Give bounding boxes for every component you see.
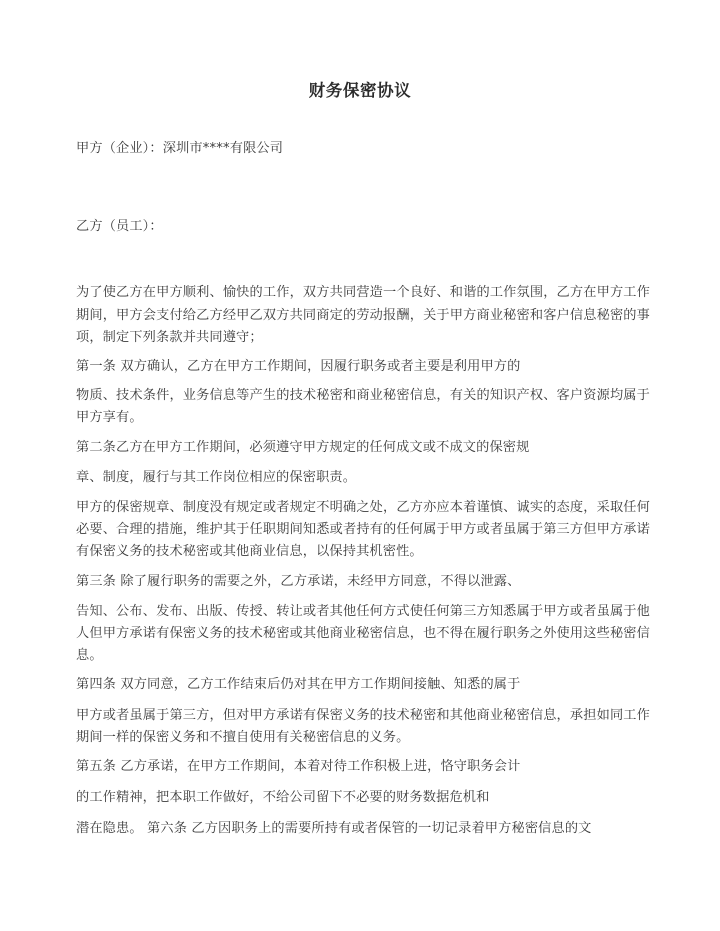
spacer <box>76 809 650 818</box>
clause-5-paragraph: 的工作精神，把本职工作做好，不给公司留下不必要的财务数据危机和 <box>76 790 490 806</box>
clause-2-heading: 第二条乙方在甲方工作期间，必须遵守甲方规定的任何成文或不成文的保密规 <box>76 439 530 455</box>
clause-2-paragraph: 章、制度，履行与其工作岗位相应的保密职责。 <box>76 469 357 485</box>
spacer <box>76 697 650 705</box>
clause-1-paragraph: 物质、技术条件，业务信息等产生的技术秘密和商业秘密信息，有关的知识产权、客户资源均属于甲方享有。 <box>76 388 650 426</box>
clause-4-paragraph: 甲方或者虽属于第三方，但对甲方承诺有保密义务的技术秘密和其他商业秘密信息，承担如同工作期间一样的保密义务和不擅自使用有关秘密信息的义务。 <box>76 707 650 745</box>
clause-3-heading: 第三条 除了履行职务的需要之外，乙方承诺，未经甲方同意，不得以泄露、 <box>76 573 521 589</box>
clause-1-heading: 第一条 双方确认，乙方在甲方工作期间，因履行职务或者主要是利用甲方的 <box>76 359 521 375</box>
spacer <box>76 349 650 356</box>
page-title: 财务保密协议 <box>308 81 412 100</box>
spacer <box>76 459 650 467</box>
spacer <box>76 378 650 385</box>
spacer <box>76 160 650 216</box>
party-a-line: 甲方（企业）：深圳市****有限公司 <box>76 141 284 156</box>
spacer <box>76 778 650 787</box>
spacer <box>76 238 650 282</box>
party-b-line: 乙方（员工）： <box>76 219 163 235</box>
spacer <box>76 749 650 756</box>
clause-6-heading: 潜在隐患。 第六条 乙方因职务上的需要所持有或者保管的一切记录着甲方秘密信息的文 <box>76 821 592 837</box>
clause-3-paragraph: 告知、公布、发布、出版、传授、转让或者其他任何方式使任何第三方知悉属于甲方或者虽属于他人但甲方承诺有保密义务的技术秘密或其他商业秘密信息，也不得在履行职务之外使用这些秘密信息。 <box>76 603 650 664</box>
spacer <box>76 564 650 571</box>
spacer <box>76 489 650 497</box>
spacer <box>76 430 650 437</box>
spacer <box>76 667 650 674</box>
clause-4-heading: 第四条 双方同意，乙方工作结束后仍对其在甲方工作期间接触、知悉的属于 <box>76 677 521 693</box>
clause-2-note-paragraph: 甲方的保密规章、制度没有规定或者规定不明确之处，乙方亦应本着谨慎、诚实的态度，采取任何必要、合理的措施，维护其于任职期间知悉或者持有的任何属于甲方或者虽属于第三方但甲方承诺有保密义务的技术秘密或其他商业信息，以保持其机密性。 <box>76 500 650 560</box>
document-body <box>76 138 650 841</box>
clause-5-heading: 第五条 乙方承诺，在甲方工作期间，本着对待工作积极上进，恪守职务会计 <box>76 759 521 775</box>
spacer <box>76 593 650 601</box>
preamble-paragraph: 为了使乙方在甲方顺利、愉快的工作，双方共同营造一个良好、和谐的工作氛围，乙方在甲方工作期间，甲方会支付给乙方经甲乙双方共同商定的劳动报酬，关于甲方商业秘密和客户信息秘密的事项，制定下列条款并共同遵守； <box>76 285 650 345</box>
